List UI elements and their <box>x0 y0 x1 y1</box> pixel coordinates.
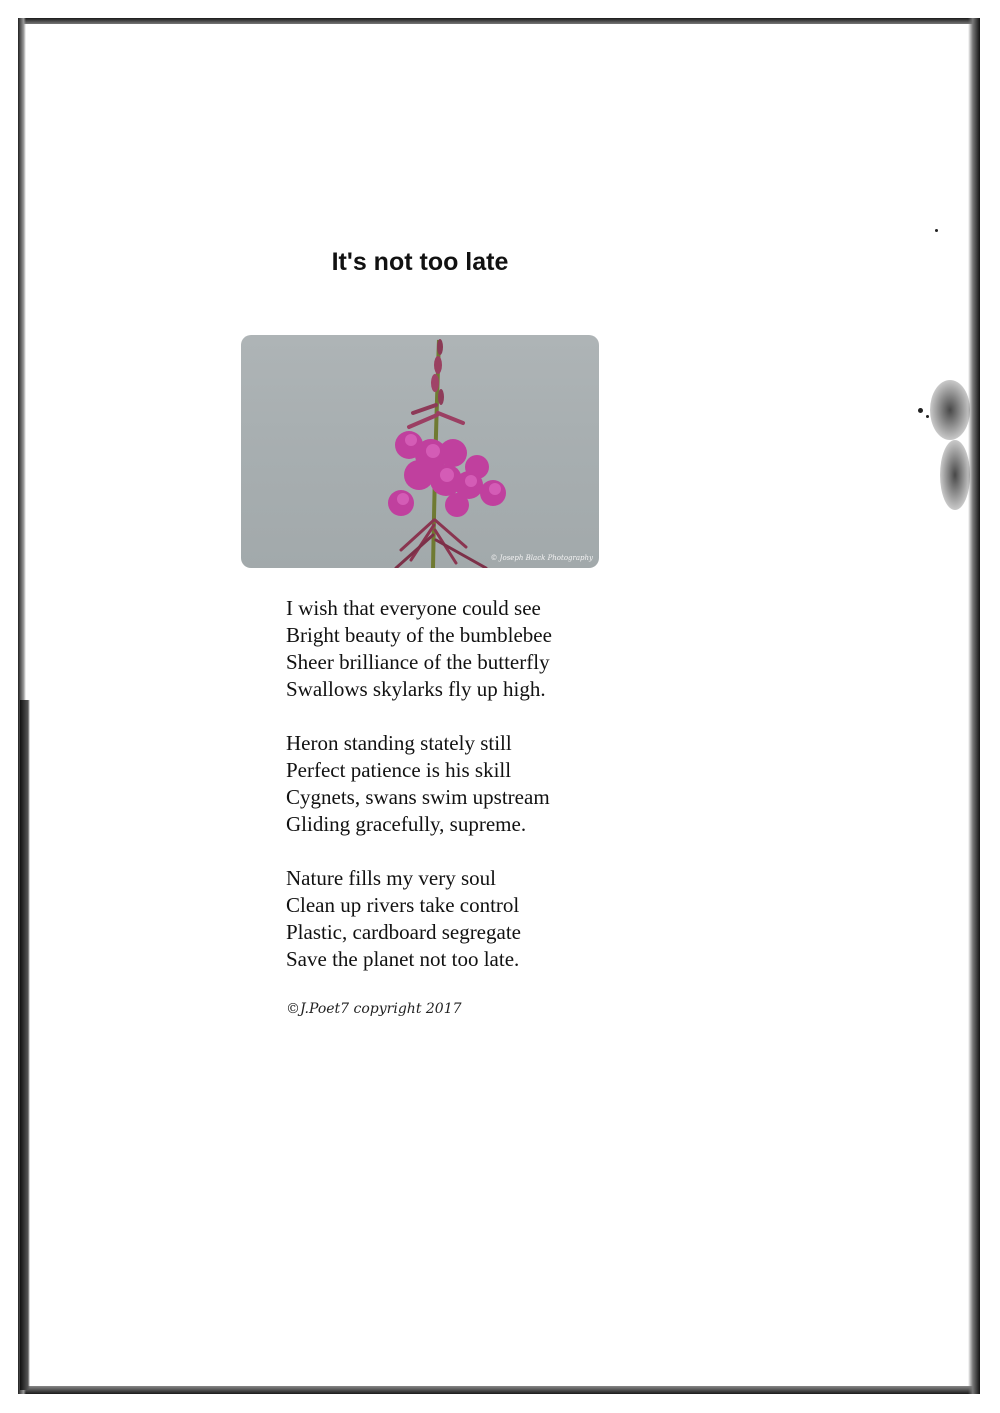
poem-line: Plastic, cardboard segregate <box>286 920 521 944</box>
frame-smudge <box>930 380 970 440</box>
poem-title: It's not too late <box>331 248 509 276</box>
poem-line: Swallows skylarks fly up high. <box>286 677 546 701</box>
stanza-1 <box>286 595 626 703</box>
frame-speck <box>935 229 938 232</box>
copyright-notice: ©J.Poet7 copyright 2017 <box>286 1001 462 1017</box>
poem-line: Heron standing stately still <box>286 731 512 755</box>
poem-line: Bright beauty of the bumblebee <box>286 623 552 647</box>
frame-edge-right <box>968 18 980 1394</box>
fireweed-illustration <box>241 335 599 568</box>
frame-edge-bottom <box>20 1386 980 1394</box>
poem-line: Gliding gracefully, supreme. <box>286 812 527 836</box>
poem-line: I wish that everyone could see <box>286 596 541 620</box>
stanza-3 <box>286 865 626 973</box>
frame-speck <box>926 415 929 418</box>
poem-line: Nature fills my very soul <box>286 866 496 890</box>
frame-speck <box>918 408 923 413</box>
frame-edge-top <box>20 18 980 24</box>
poem-body <box>286 595 626 1000</box>
flower-photo <box>241 335 599 568</box>
frame-edge-left-dark <box>20 700 30 1390</box>
frame-smudge <box>940 440 970 510</box>
stanza-2 <box>286 730 626 838</box>
poem-line: Clean up rivers take control <box>286 893 520 917</box>
poem-line: Perfect patience is his skill <box>286 758 512 782</box>
poem-line: Save the planet not too late. <box>286 947 520 971</box>
photo-watermark: © Joseph Black Photography <box>490 554 593 562</box>
poem-line: Cygnets, swans swim upstream <box>286 785 550 809</box>
poem-line: Sheer brilliance of the butterfly <box>286 650 550 674</box>
